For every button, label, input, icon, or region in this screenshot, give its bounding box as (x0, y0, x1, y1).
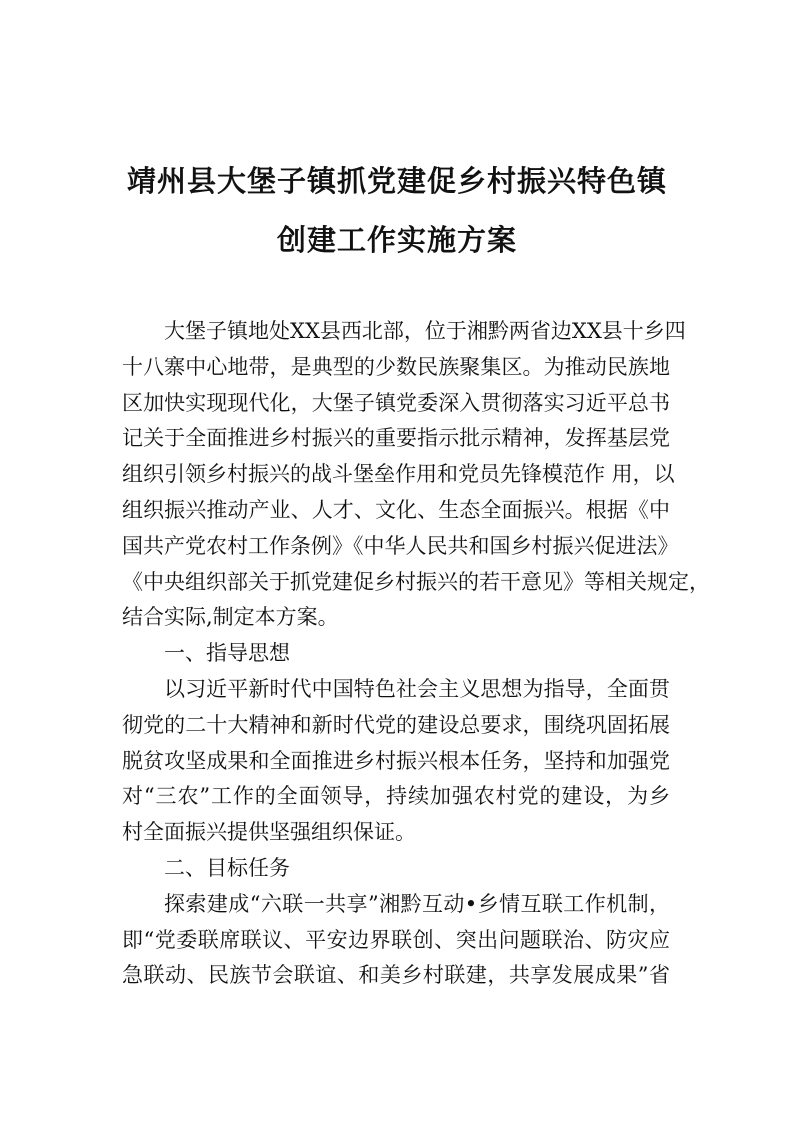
paragraph-line: 记关于全面推进乡村振兴的重要指示批示精神，发挥基层党 (122, 426, 670, 451)
document-title-line-1: 靖州县大堡子镇抓党建促乡村振兴特色镇 (126, 164, 667, 198)
paragraph-line: 急联动、民族节会联谊、和美乡村联建，共享发展成果”省 (122, 963, 670, 988)
paragraph-line: 结合实际,制定本方案。 (122, 605, 339, 630)
paragraph-line: 区加快实现现代化，大堡子镇党委深入贯彻落实习近平总书 (122, 390, 670, 415)
paragraph-line: 脱贫攻坚成果和全面推进乡村振兴根本任务，坚持和加强党 (122, 748, 670, 773)
paragraph-line: 《中央组织部关于抓党建促乡村振兴的若干意见》等相关规定， (122, 569, 710, 594)
paragraph-line: 对“三农”工作的全面领导，持续加强农村党的建设，为乡 (122, 784, 670, 809)
paragraph-line: 即“党委联席联议、平安边界联创、突出问题联治、防灾应 (122, 927, 670, 952)
document-body (122, 314, 710, 994)
document-title-line-2: 创建工作实施方案 (276, 223, 517, 257)
paragraph-line: 大堡子镇地处XX县西北部，位于湘黔两省边XX县十乡四 (164, 319, 686, 343)
paragraph-line: 以习近平新时代中国特色社会主义思想为指导，全面贯 (164, 676, 670, 701)
paragraph-line: 村全面振兴提供坚强组织保证。 (122, 820, 416, 845)
paragraph-line: 国共产党农村工作条例》《中华人民共和国乡村振兴促进法》 (122, 533, 679, 558)
paragraph-line: 十八寨中心地带，是典型的少数民族聚集区。为推动民族地 (122, 354, 670, 379)
paragraph-line: 彻党的二十大精神和新时代党的建设总要求，围绕巩固拓展 (122, 712, 670, 737)
paragraph-line: 组织引领乡村振兴的战斗堡垒作用和党员先锋模范作 用，以 (122, 462, 675, 487)
section-heading-guiding-ideology: 一、指导思想 (164, 641, 290, 666)
section-heading-goals-tasks: 二、目标任务 (164, 855, 290, 880)
paragraph-line: 组织振兴推动产业、人才、文化、生态全面振兴。根据《中 (122, 497, 670, 522)
paragraph-line: 探索建成“六联一共享”湘黔互动•乡情互联工作机制， (164, 891, 670, 916)
